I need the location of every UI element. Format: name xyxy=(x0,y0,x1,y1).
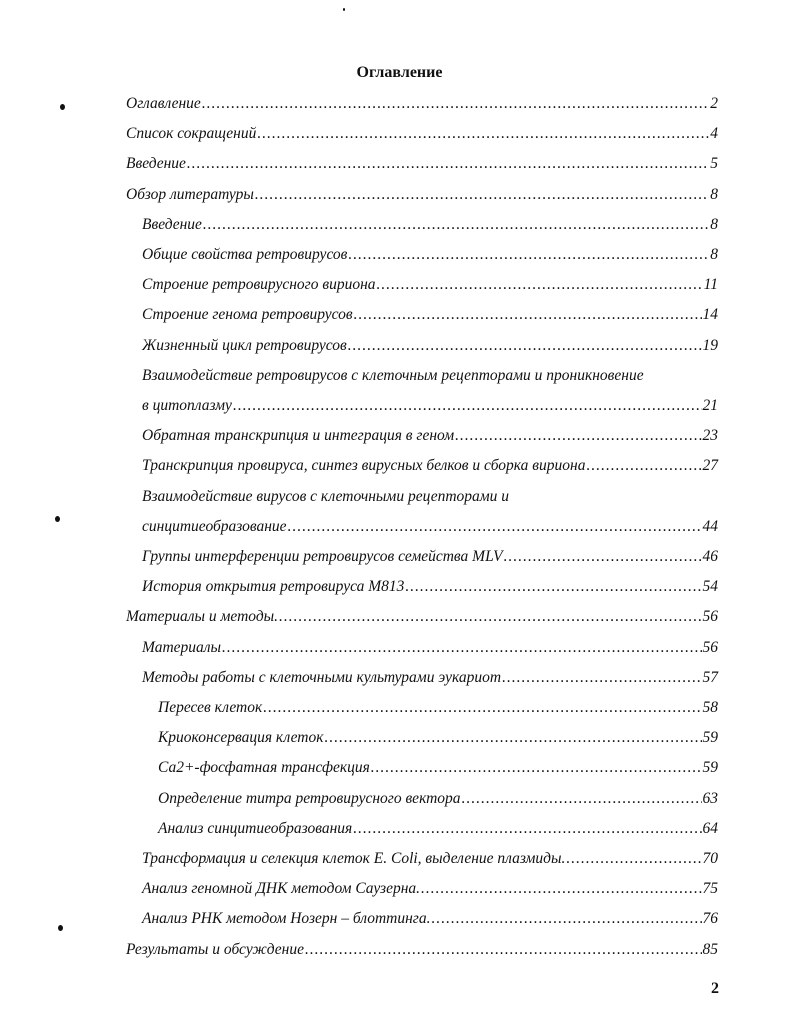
toc-entry-page: 75 xyxy=(702,880,718,898)
toc-entry-label: Строение ретровирусного вириона xyxy=(142,276,376,294)
toc-entry[interactable] xyxy=(0,848,799,870)
toc-entry-label-line: Взаимодействие ретровирусов с клеточным рецепторами и проникновение xyxy=(142,366,644,384)
toc-entry-page: 8 xyxy=(710,246,718,263)
toc-entry-label: Строение генома ретровирусов xyxy=(142,306,353,324)
toc-entry-page: 63 xyxy=(702,789,718,807)
toc-entry-page: 85 xyxy=(702,940,718,958)
toc-entry-page: 70 xyxy=(702,850,718,867)
dot-leader xyxy=(377,274,703,296)
toc-entry[interactable] xyxy=(0,757,799,779)
toc-entry[interactable] xyxy=(0,788,799,810)
dot-leader xyxy=(255,184,709,206)
toc-entry[interactable] xyxy=(0,637,799,659)
dot-leader xyxy=(371,757,702,779)
toc-entry-page: 56 xyxy=(702,638,718,656)
toc-entry-label: Определение титра ретровирусного вектора xyxy=(158,789,461,807)
dot-leader xyxy=(305,939,702,961)
toc-entry[interactable] xyxy=(0,606,799,628)
toc-entry-label: Оглавление xyxy=(126,95,201,112)
toc-entry-label: Са2+-фосфатная трансфекция xyxy=(158,759,370,777)
toc-entry-page: 27 xyxy=(702,457,718,475)
scan-speck xyxy=(343,8,345,11)
toc-entry-page: 57 xyxy=(702,668,718,686)
dot-leader xyxy=(203,214,709,236)
toc-entry-page: 59 xyxy=(702,729,718,747)
toc-entry-page: 76 xyxy=(702,910,718,928)
toc-entry-label: Жизненный цикл ретровирусов xyxy=(142,336,347,354)
toc-entry-label: Методы работы с клеточными культурами эукариот xyxy=(142,668,502,686)
toc-entry-label: Пересев клеток xyxy=(158,699,263,716)
toc-entry-label: Список сокращений xyxy=(126,125,257,143)
dot-leader xyxy=(324,727,701,749)
dot-leader xyxy=(431,908,701,930)
toc-entry[interactable] xyxy=(0,153,799,175)
toc-entry-label: Трансформация и селекция клеток E. Coli, выделение плазмиды. xyxy=(142,850,566,867)
dot-leader xyxy=(455,425,701,447)
toc-entry-label: История открытия ретровируса М813 xyxy=(142,578,405,596)
toc-entry[interactable] xyxy=(0,939,799,961)
dot-leader xyxy=(504,546,702,568)
dot-leader xyxy=(421,878,701,900)
toc-entry-label: Анализ РНК методом Нозерн – блоттинга. xyxy=(142,910,431,928)
toc-entry[interactable] xyxy=(0,486,799,535)
dot-leader xyxy=(462,788,702,810)
toc-entry[interactable] xyxy=(0,576,799,598)
toc-entry-label: Результаты и обсуждение xyxy=(126,940,304,958)
toc-entry[interactable] xyxy=(0,244,799,266)
dot-leader xyxy=(187,153,709,175)
toc-entry-label-line: Взаимодействие вирусов с клеточными рецепторами и xyxy=(142,487,510,505)
toc-entry-label: синцитиеобразование xyxy=(142,517,287,535)
dot-leader xyxy=(202,93,709,115)
toc-entry-page: 64 xyxy=(702,819,718,837)
scan-speck xyxy=(55,516,60,522)
toc-entry-label: Введение xyxy=(142,215,202,233)
toc-entry-label: Анализ геномной ДНК методом Саузерна. xyxy=(142,880,421,898)
toc-entry[interactable] xyxy=(0,818,799,840)
toc-entry[interactable] xyxy=(0,908,799,930)
toc-entry-page: 56 xyxy=(702,608,718,626)
toc-entry[interactable] xyxy=(0,274,799,296)
toc-entry-page: 2 xyxy=(710,95,718,112)
toc-entry-page: 8 xyxy=(710,185,718,203)
toc-entry[interactable] xyxy=(0,93,799,115)
dot-leader xyxy=(288,516,702,538)
toc-entry[interactable] xyxy=(0,697,799,719)
toc-entry-page: 59 xyxy=(702,759,718,777)
toc-entry[interactable] xyxy=(0,878,799,900)
toc-entry-page: 19 xyxy=(702,336,718,354)
dot-leader xyxy=(222,637,701,659)
dot-leader xyxy=(502,667,701,689)
dot-leader xyxy=(405,576,701,598)
toc-entry-page: 54 xyxy=(702,578,718,596)
toc-entry-label: Группы интерференции ретровирусов семейства MLV xyxy=(142,548,503,565)
toc-entry[interactable] xyxy=(0,304,799,326)
dot-leader xyxy=(566,848,701,870)
toc-entry[interactable] xyxy=(0,335,799,357)
dot-leader xyxy=(586,455,701,477)
toc-entry-label: Обратная транскрипция и интеграция в геном xyxy=(142,427,455,445)
toc-entry-label: в цитоплазму xyxy=(142,396,232,414)
dot-leader xyxy=(233,395,702,417)
toc-entry-page: 5 xyxy=(710,155,718,173)
dot-leader xyxy=(348,244,709,266)
page-title: Оглавление xyxy=(356,64,443,81)
toc-entry-page: 23 xyxy=(702,427,718,445)
dot-leader xyxy=(279,606,701,628)
toc-entry[interactable] xyxy=(0,214,799,236)
toc-entry-page: 14 xyxy=(702,306,718,324)
toc-entry[interactable] xyxy=(0,425,799,447)
toc-entry[interactable] xyxy=(0,455,799,477)
toc-entry-page: 44 xyxy=(702,517,718,535)
toc-entry-page: 8 xyxy=(710,215,718,233)
toc-entry-page: 46 xyxy=(702,548,718,565)
toc-entry-page: 4 xyxy=(710,125,718,143)
dot-leader xyxy=(348,335,702,357)
toc-entry[interactable] xyxy=(0,184,799,206)
dot-leader xyxy=(257,123,709,145)
toc-entry[interactable] xyxy=(0,123,799,145)
toc-entry-page: 21 xyxy=(702,396,718,414)
toc-entry-label: Введение xyxy=(126,155,186,173)
page-number: 2 xyxy=(711,980,719,997)
toc-entry[interactable] xyxy=(0,727,799,749)
toc-entry[interactable] xyxy=(0,365,799,414)
toc-entry[interactable] xyxy=(0,546,799,568)
toc-entry-label: Анализ синцитиеобразования xyxy=(158,819,353,837)
toc-entry-label: Транскрипция провируса, синтез вирусных белков и сборка вириона xyxy=(142,457,586,475)
dot-leader xyxy=(263,697,701,719)
toc-entry-label: Обзор литературы xyxy=(126,185,254,203)
toc-entry-label: Криоконсервация клеток xyxy=(158,729,324,747)
toc-entry-label: Материалы xyxy=(142,638,222,656)
dot-leader xyxy=(354,304,702,326)
toc-entry-label: Материалы и методы. xyxy=(126,608,279,626)
dot-leader xyxy=(353,818,701,840)
toc-entry-page: 58 xyxy=(702,699,718,716)
toc-entry-label: Общие свойства ретровирусов xyxy=(142,246,348,263)
toc-entry[interactable] xyxy=(0,667,799,689)
toc-entry-page: 11 xyxy=(703,276,718,294)
